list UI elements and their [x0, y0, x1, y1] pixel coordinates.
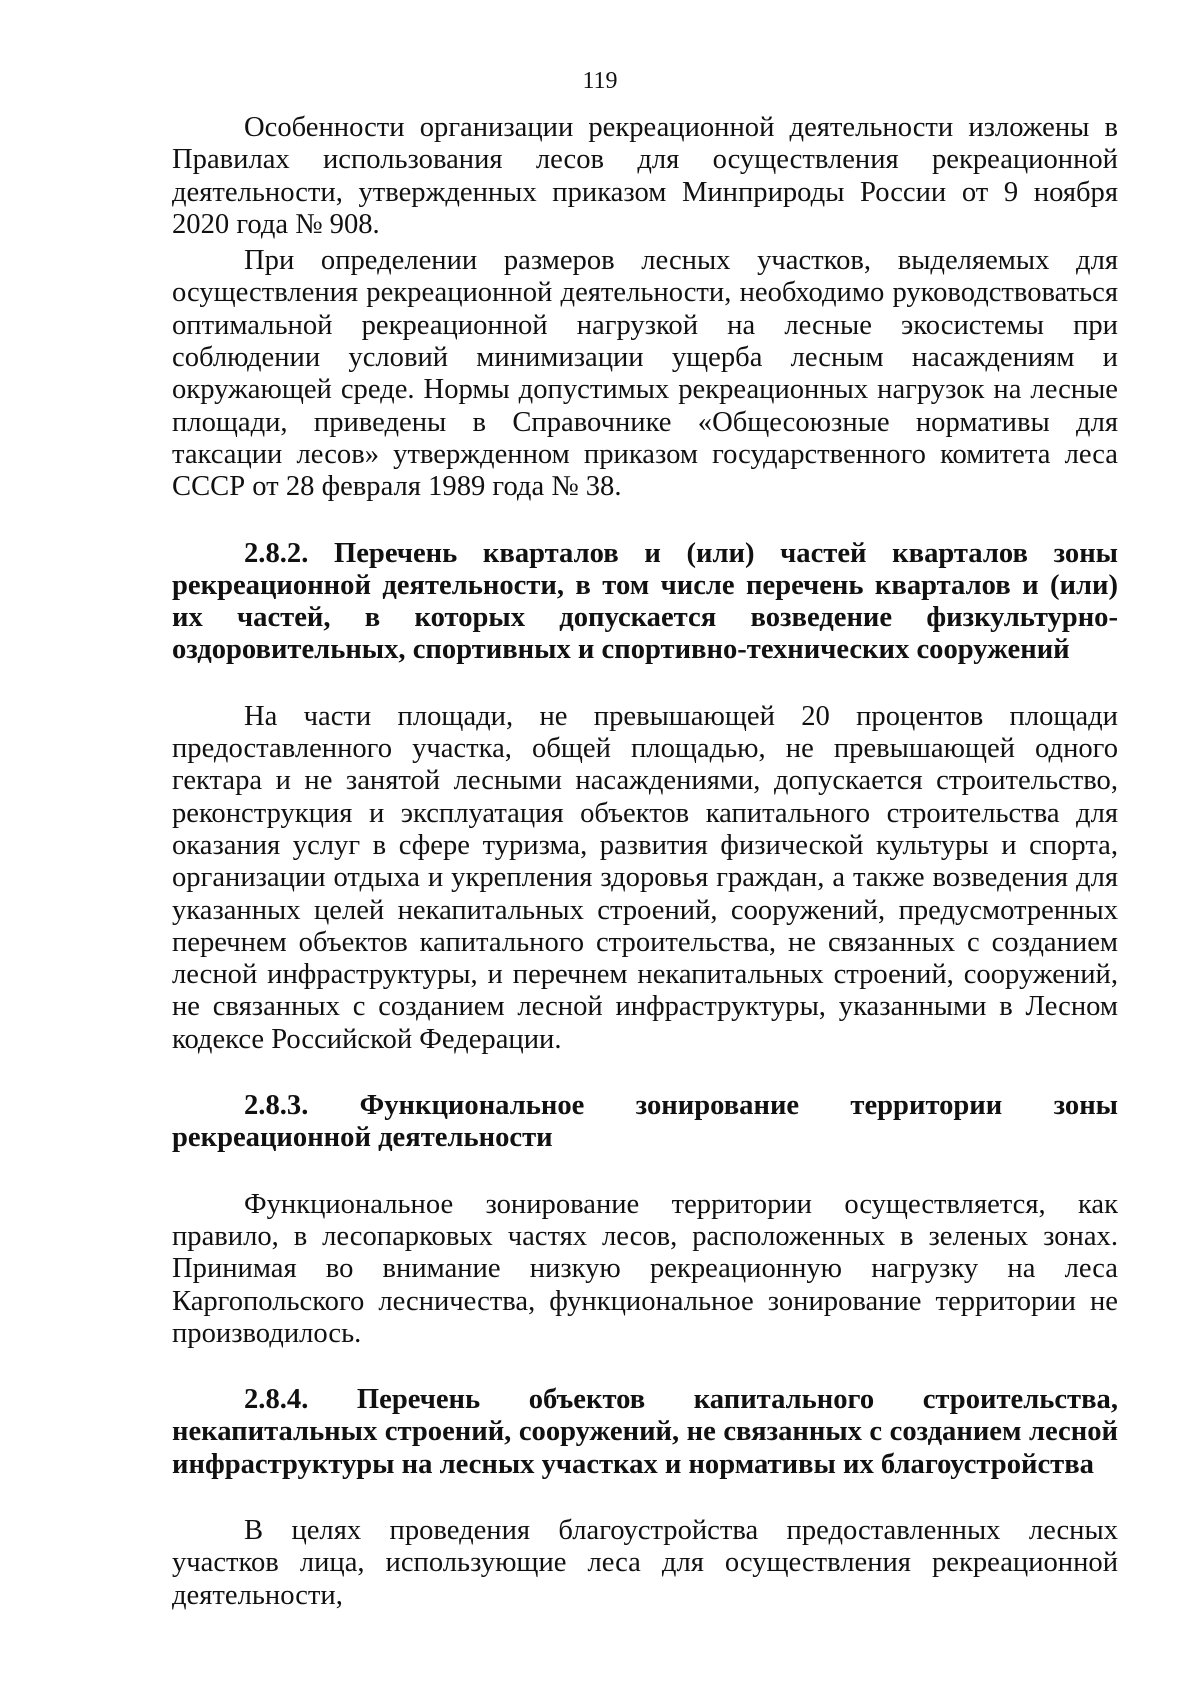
- paragraph-construction-allowed: На части площади, не превышающей 20 процентов площади предоставленного участка, общей площадью, не превышающей одного гектара и не занятой лесными насаждениями, допускается строительство, реконструкция и эксплуатация объектов капитального строительства для оказания услуг в сфере туризма, развития физической культуры и спорта, организации отдыха и укрепления здоровья граждан, а также возведения для указанных целей некапитальных строений, сооружений, предусмотренных перечнем объектов капитального строительства, не связанных с созданием лесной инфраструктуры, и перечнем некапитальных строений, сооружений, не связанных с созданием лесной инфраструктуры, указанными в Лесном кодексе Российской Федерации.: [172, 700, 1118, 1055]
- paragraph-recreation-rules: Особенности организации рекреационной деятельности изложены в Правилах использования лесов для осуществления рекреационной деятельности, утвержденных приказом Минприроды России от 9 ноября 2020 года № 908.: [172, 112, 1118, 240]
- page-content: [172, 112, 1118, 1612]
- paragraph-improvement: В целях проведения благоустройства предоставленных лесных участков лица, использующие леса для осуществления рекреационной деятельности,: [172, 1514, 1118, 1611]
- paragraph-plot-size-norms: При определении размеров лесных участков, выделяемых для осуществления рекреационной деятельности, необходимо руководствоваться оптимальной рекреационной нагрузкой на лесные экосистемы при соблюдении условий минимизации ущерба лесным насаждениям и окружающей среде. Нормы допустимых рекреационных нагрузок на лесные площади, приведены в Справочнике «Общесоюзные нормативы для таксации лесов» утвержденном приказом государственного комитета леса СССР от 28 февраля 1989 года № 38.: [172, 245, 1118, 503]
- page-number: 119: [582, 68, 618, 94]
- heading-2-8-3: 2.8.3. Функциональное зонирование территории зоны рекреационной деятельности: [172, 1090, 1118, 1154]
- paragraph-functional-zoning: Функциональное зонирование территории осуществляется, как правило, в лесопарковых частях лесов, расположенных в зеленых зонах. Принимая во внимание низкую рекреационную нагрузку на леса Каргопольского лесничества, функциональное зонирование территории не производилось.: [172, 1188, 1118, 1349]
- heading-2-8-4: 2.8.4. Перечень объектов капитального строительства, некапитальных строений, сооружений, не связанных с созданием лесной инфраструктуры на лесных участках и нормативы их благоустройства: [172, 1384, 1118, 1480]
- heading-2-8-2: 2.8.2. Перечень кварталов и (или) частей кварталов зоны рекреационной деятельности, в том числе перечень кварталов и (или) их частей, в которых допускается возведение физкультурно-оздоровительных, спортивных и спортивно-технических сооружений: [172, 537, 1118, 666]
